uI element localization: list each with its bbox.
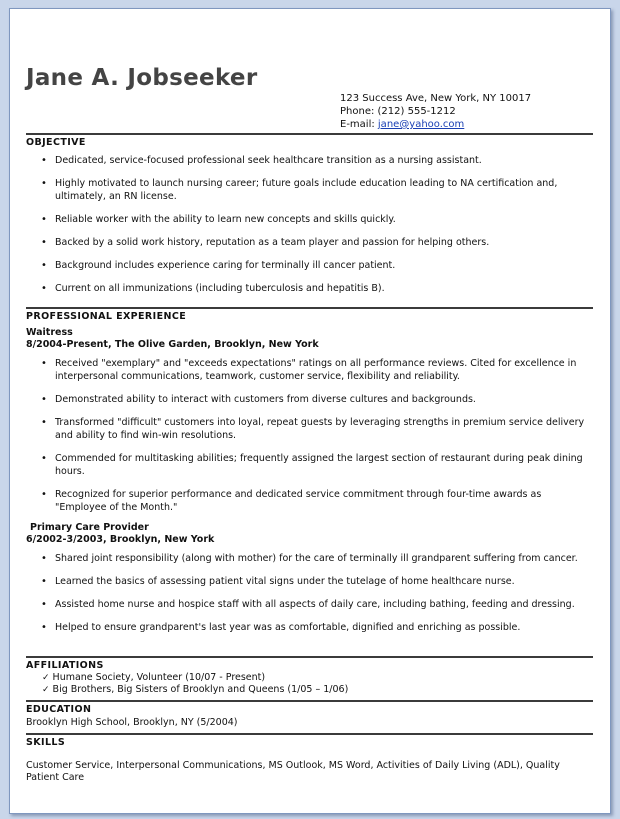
list-item: • Backed by a solid work history, reputation as a team player and passion for helping others. [26, 236, 590, 249]
divider [26, 656, 593, 658]
list-item: • Received "exemplary" and "exceeds expectations" ratings on all performance reviews. Cited for excellence in interpersonal communications, teamwork, customer service, flexibility and reliability. [26, 357, 590, 383]
divider [26, 700, 593, 702]
candidate-name: Jane A. Jobseeker [26, 65, 258, 91]
list-item: • Learned the basics of assessing patient vital signs under the tutelage of home healthcare nurse. [26, 575, 590, 588]
job-duties-list [26, 552, 590, 644]
section-title-skills: SKILLS [26, 737, 66, 748]
list-item: • Recognized for superior performance and dedicated service commitment through four-time awards as "Employee of the Month." [26, 488, 590, 514]
list-item: • Dedicated, service-focused professional seek healthcare transition as a nursing assistant. [26, 154, 590, 167]
phone: Phone: (212) 555-1212 [340, 106, 456, 117]
section-title-affiliations: AFFILIATIONS [26, 660, 104, 671]
divider [26, 733, 593, 735]
address: 123 Success Ave, New York, NY 10017 [340, 93, 532, 104]
objective-list [26, 154, 590, 305]
skills-text: Customer Service, Interpersonal Communications, MS Outlook, MS Word, Activities of Daily Living (ADL), Quality Patient Care [26, 760, 560, 783]
list-item: • Current on all immunizations (including tuberculosis and hepatitis B). [26, 282, 590, 295]
list-item: • Reliable worker with the ability to learn new concepts and skills quickly. [26, 213, 590, 226]
job-dates: 8/2004-Present, The Olive Garden, Brooklyn, New York [26, 339, 319, 350]
list-item: • Demonstrated ability to interact with customers from diverse cultures and backgrounds. [26, 393, 590, 406]
email-line [340, 118, 531, 131]
list-item: • Background includes experience caring for terminally ill cancer patient. [26, 259, 590, 272]
affiliation-text: Big Brothers, Big Sisters of Brooklyn and Queens (1/05 – 1/06) [52, 684, 349, 695]
job-dates: 6/2002-3/2003, Brooklyn, New York [26, 534, 215, 545]
list-item: • Assisted home nurse and hospice staff with all aspects of daily care, including bathing, feeding and dressing. [26, 598, 590, 611]
section-title-education: EDUCATION [26, 704, 92, 715]
job-title: Waitress [26, 327, 73, 338]
email-label: E-mail: [340, 119, 378, 130]
affiliation-item [42, 672, 265, 684]
list-item: • Helped to ensure grandparent's last year was as comfortable, dignified and enriching as possible. [26, 621, 590, 634]
checkmark-icon: ✓ [42, 685, 50, 695]
contact-block [340, 92, 531, 131]
checkmark-icon: ✓ [42, 673, 50, 683]
list-item: • Highly motivated to launch nursing career; future goals include education leading to NA certification and, ultimately, an RN license. [26, 177, 590, 203]
divider [26, 307, 593, 309]
list-item: • Shared joint responsibility (along with mother) for the care of terminally ill grandparent suffering from cancer. [26, 552, 590, 565]
resume-page [9, 8, 611, 814]
job-duties-list [26, 357, 590, 524]
affiliation-text: Humane Society, Volunteer (10/07 - Present) [52, 672, 266, 683]
section-title-experience: PROFESSIONAL EXPERIENCE [26, 311, 187, 322]
divider [26, 133, 593, 135]
section-title-objective: OBJECTIVE [26, 137, 86, 148]
email-link[interactable]: jane@yahoo.com [377, 119, 465, 130]
job-title: Primary Care Provider [30, 522, 149, 533]
affiliation-item [42, 684, 348, 696]
list-item: • Commended for multitasking abilities; frequently assigned the largest section of restaurant during peak dining hours. [26, 452, 590, 478]
list-item: • Transformed "difficult" customers into loyal, repeat guests by leveraging strengths in premium service delivery and ability to find win-win resolutions. [26, 416, 590, 442]
education-entry: Brooklyn High School, Brooklyn, NY (5/2004) [26, 717, 238, 728]
